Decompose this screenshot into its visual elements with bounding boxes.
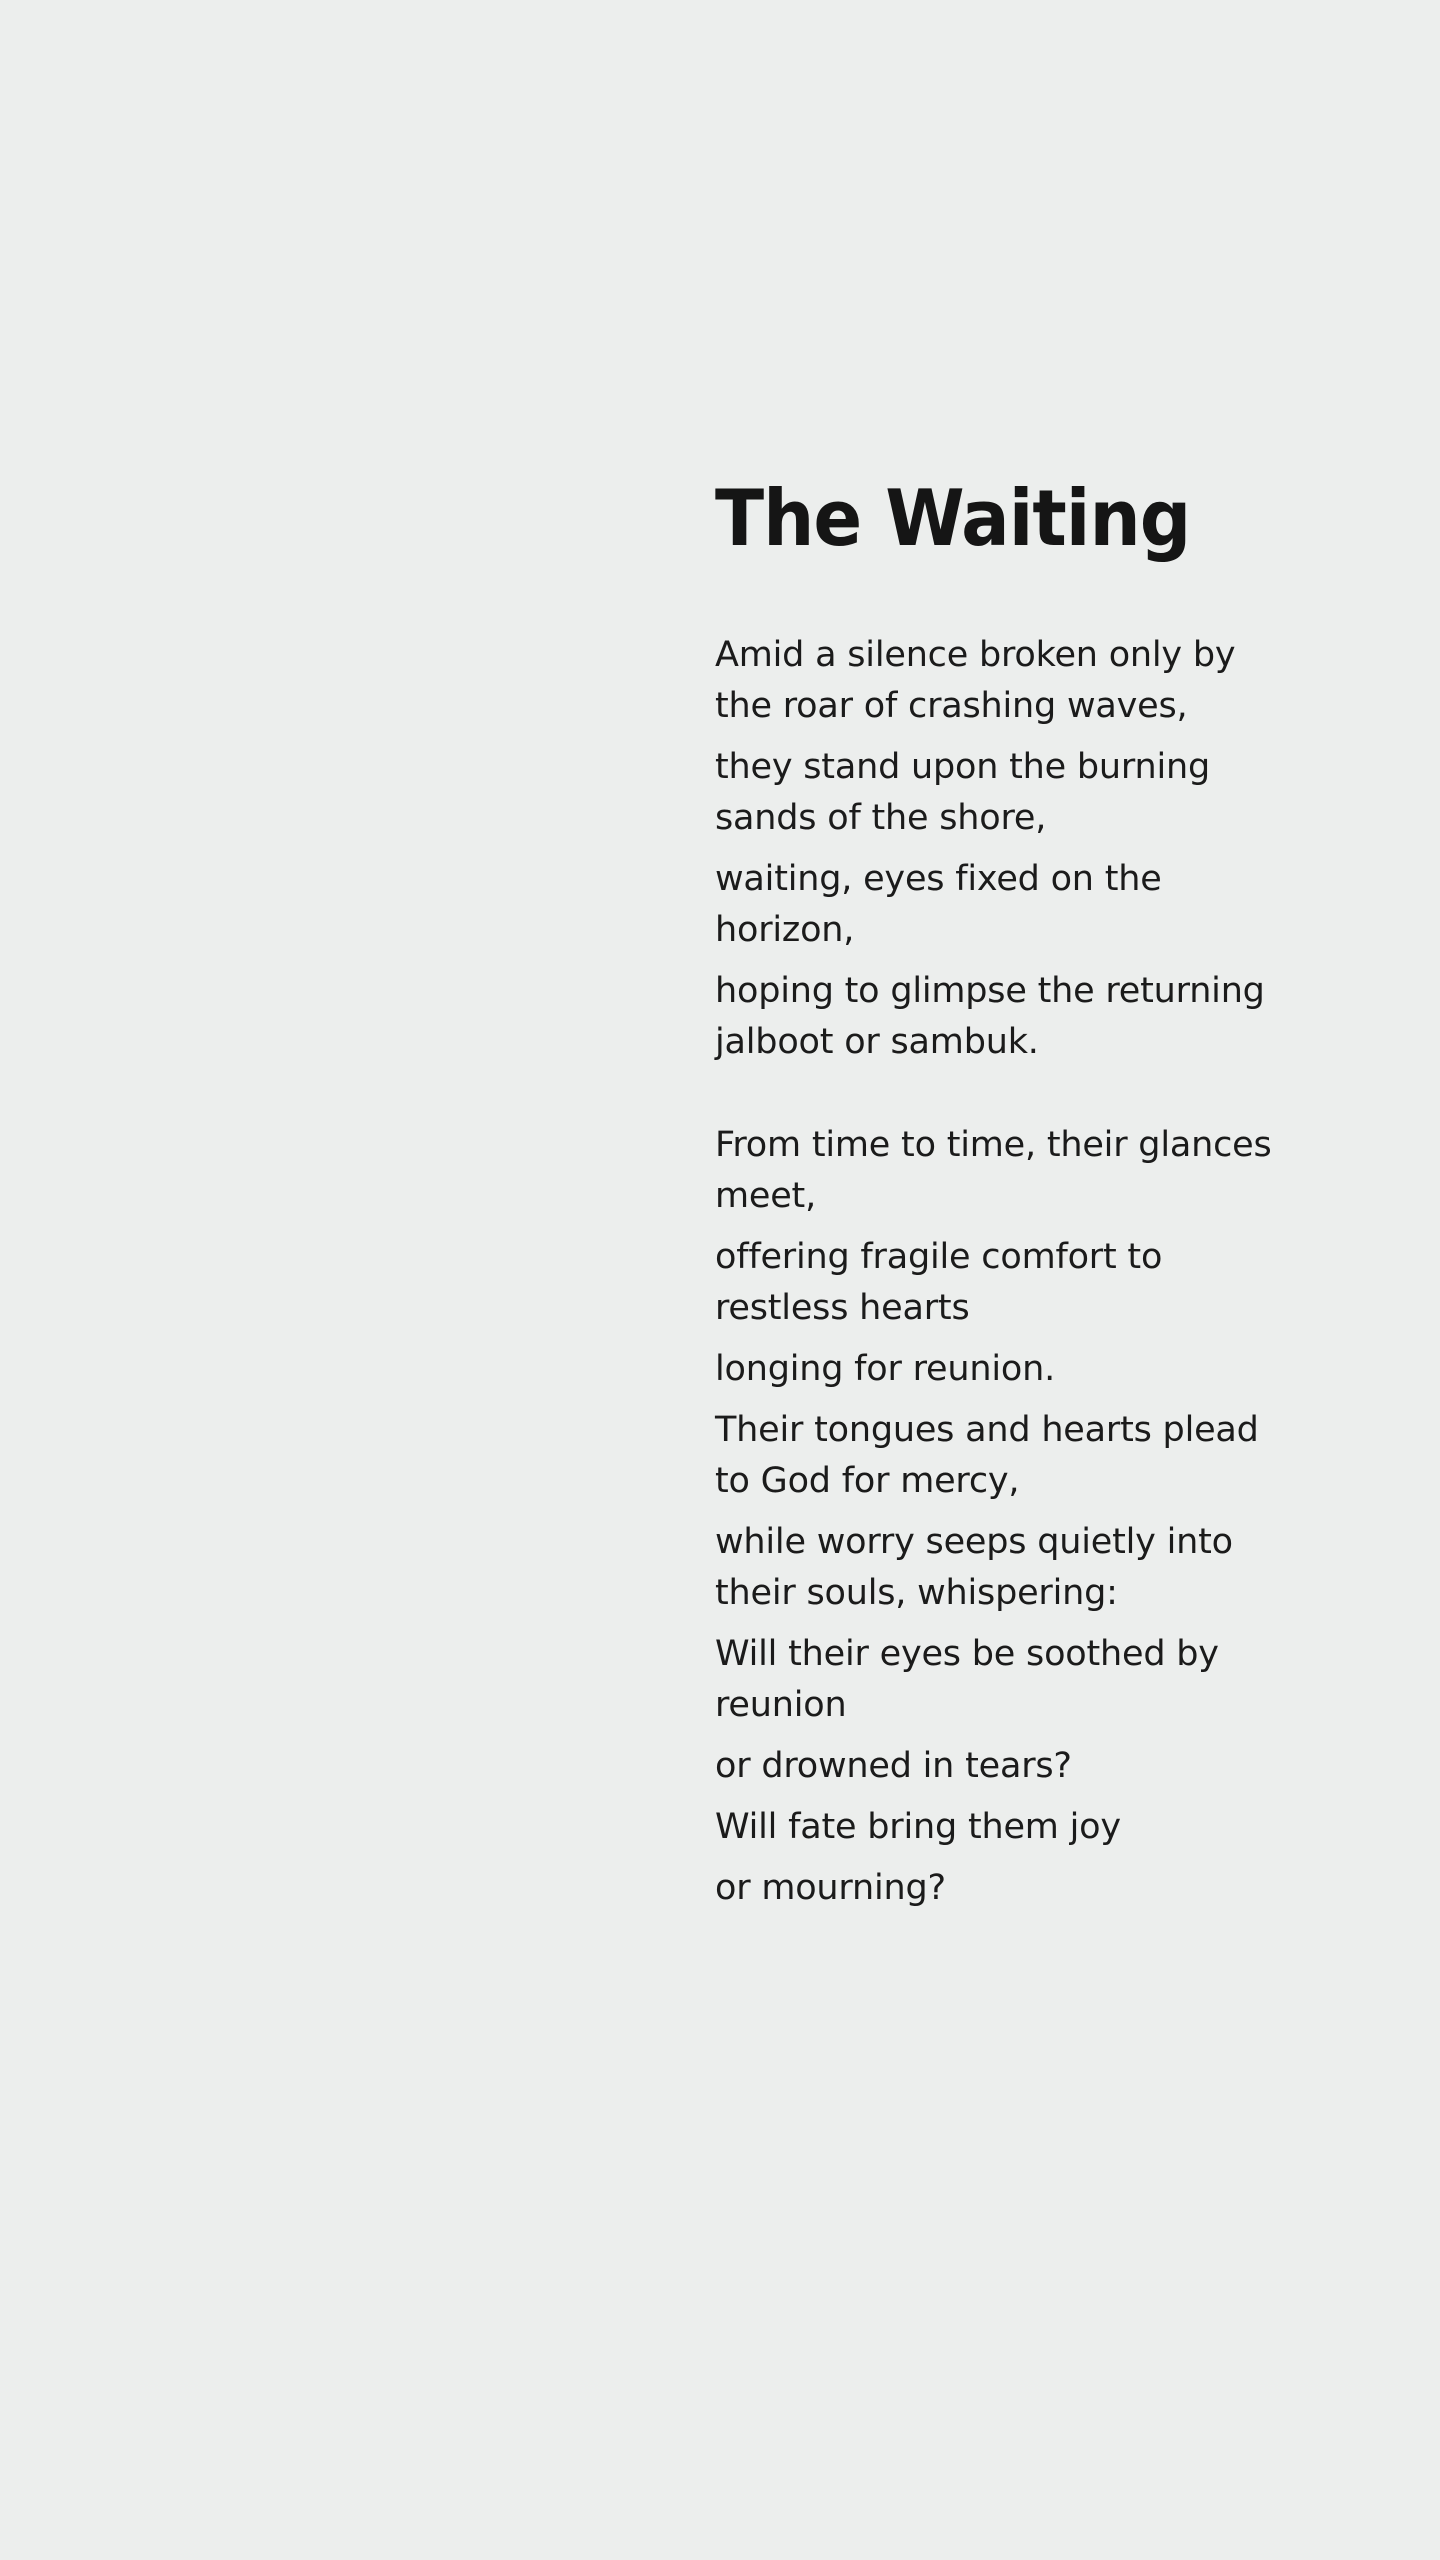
stanza-1 — [715, 630, 1275, 1068]
poem-line: Their tongues and hearts plead to God for mercy, — [715, 1409, 1259, 1501]
stanza-2 — [715, 1120, 1275, 1914]
poem-title: The Waiting — [715, 472, 1191, 564]
poem-line: or drowned in tears? — [715, 1745, 1072, 1786]
poem-line: Will their eyes be soothed by reunion — [715, 1633, 1219, 1725]
poem-line: Will fate bring them joy — [715, 1806, 1121, 1847]
poem-line: longing for reunion. — [715, 1348, 1056, 1389]
poem-line: they stand upon the burning sands of the shore, — [715, 746, 1210, 838]
poem — [715, 472, 1275, 1924]
poem-line: From time to time, their glances meet, — [715, 1124, 1272, 1216]
poem-line: Amid a silence broken only by the roar of crashing waves, — [715, 634, 1236, 726]
poem-line: offering fragile comfort to restless hearts — [715, 1236, 1163, 1328]
poem-line: or mourning? — [715, 1867, 946, 1908]
poem-line: while worry seeps quietly into their souls, whispering: — [715, 1521, 1233, 1613]
poem-line: hoping to glimpse the returning jalboot or sambuk. — [715, 970, 1265, 1062]
poem-line: waiting, eyes fixed on the horizon, — [715, 858, 1162, 950]
